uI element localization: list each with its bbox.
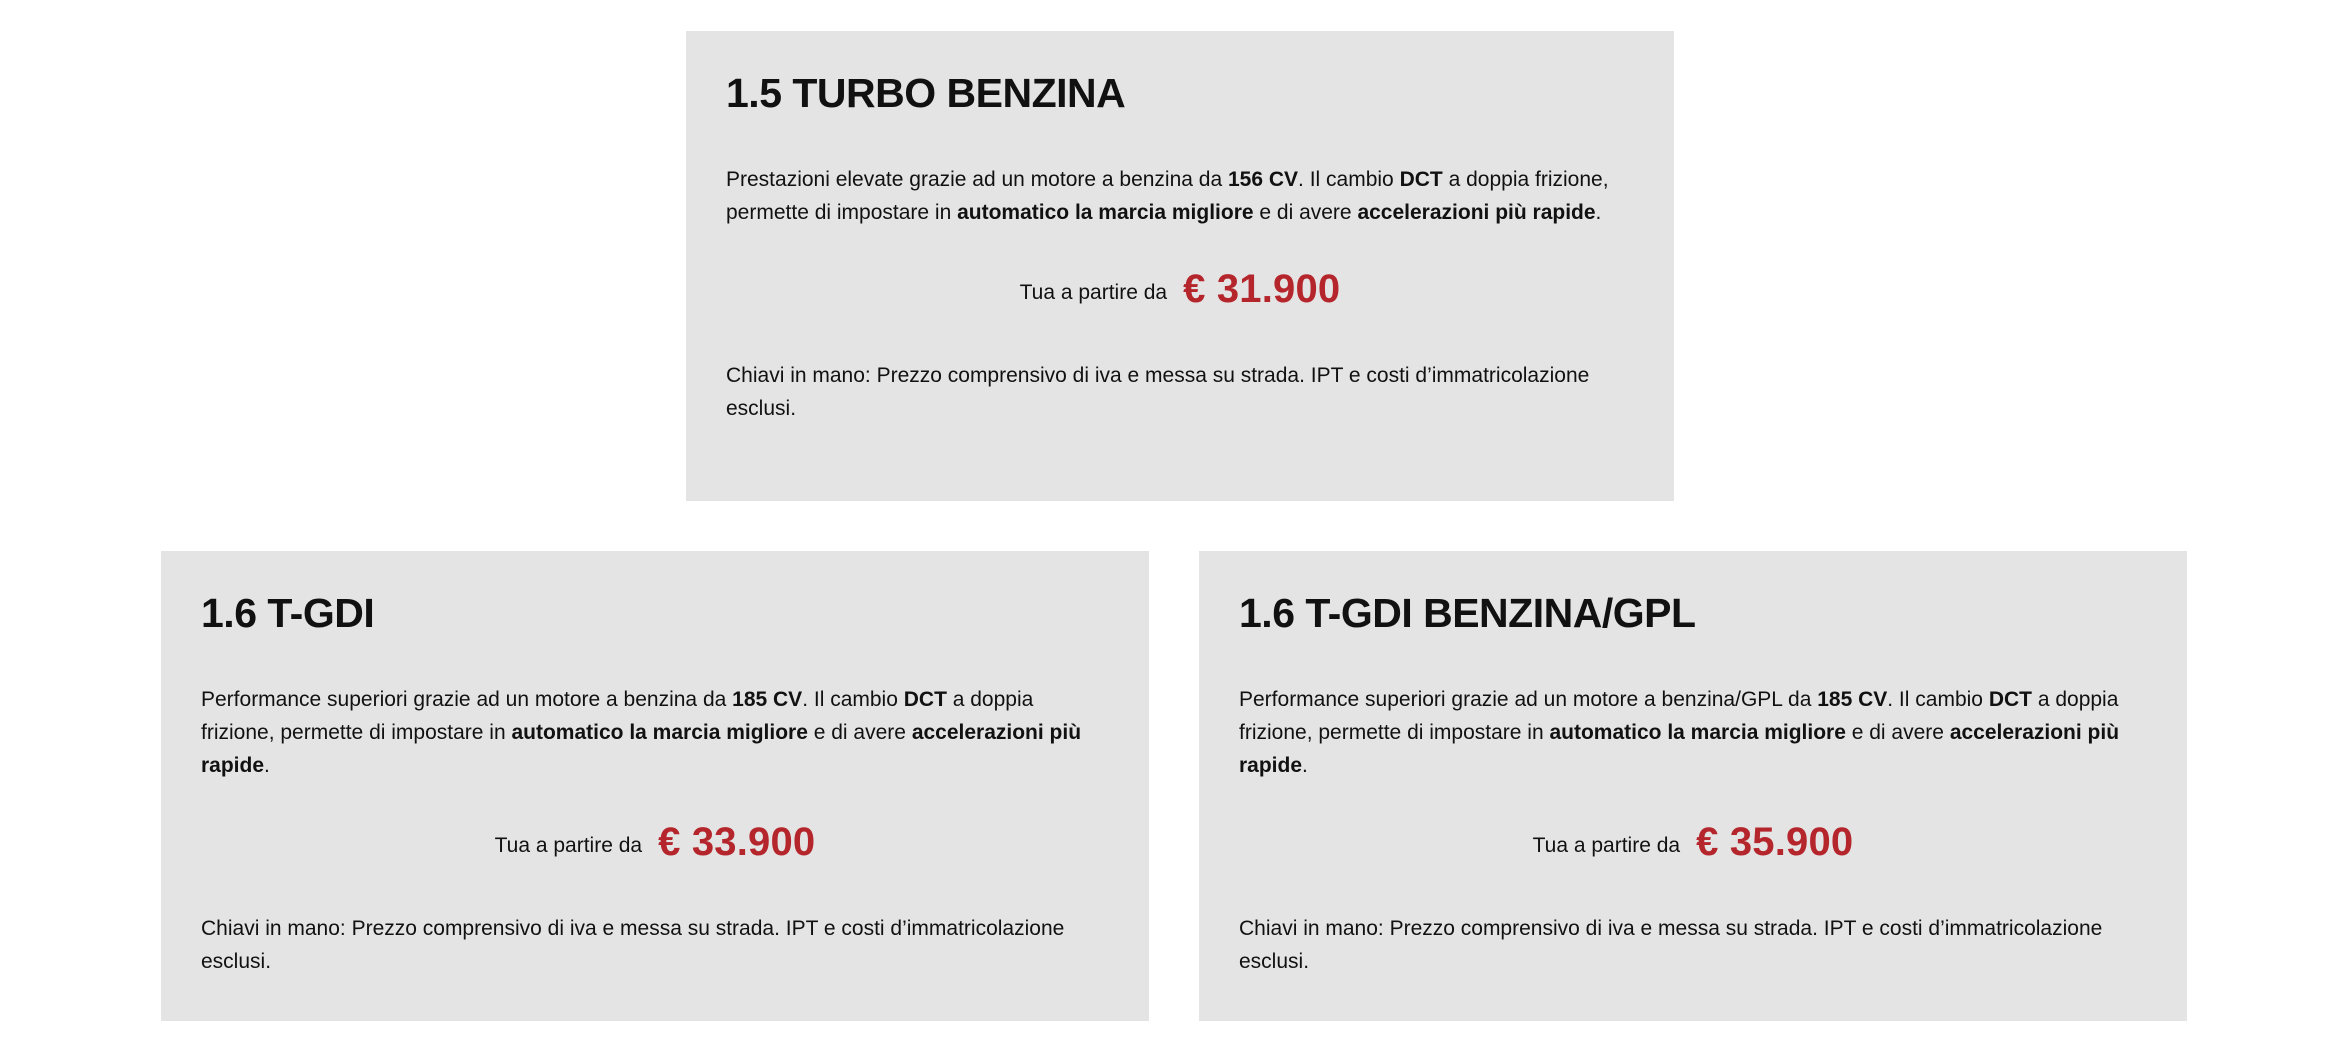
- description-text: Performance superiori grazie ad un motore a benzina da: [201, 688, 733, 711]
- description-text: e di avere: [1253, 201, 1358, 224]
- price-value: € 31.900: [1183, 266, 1341, 311]
- price-row: [726, 259, 1634, 319]
- card-description: [1239, 683, 2147, 782]
- description-text: .: [1302, 754, 1308, 777]
- description-text: a doppia frizione, permette di impostare in: [1239, 688, 2119, 744]
- description-highlight: accelerazioni più rapide: [1357, 201, 1596, 224]
- description-text: . Il cambio: [1887, 688, 1989, 711]
- card-description: [201, 683, 1109, 782]
- price-note: Chiavi in mano: Prezzo comprensivo di iva e messa su strada. IPT e costi d’immatricolazione esclusi.: [201, 917, 1065, 973]
- price-note: Chiavi in mano: Prezzo comprensivo di iva e messa su strada. IPT e costi d’immatricolazione esclusi.: [726, 364, 1590, 420]
- engine-card-1-5-turbo: [686, 31, 1674, 501]
- description-highlight: 185 CV: [1817, 688, 1888, 711]
- description-text: .: [1595, 201, 1602, 224]
- description-highlight: DCT: [1399, 168, 1443, 191]
- price-label: Tua a partire da: [1019, 281, 1168, 304]
- price-label: Tua a partire da: [494, 834, 643, 857]
- description-text: Prestazioni elevate grazie ad un motore a benzina da: [726, 168, 1228, 191]
- price-label: Tua a partire da: [1532, 834, 1681, 857]
- price-row: [201, 812, 1109, 872]
- description-highlight: DCT: [903, 688, 947, 711]
- description-highlight: accelerazioni più rapide: [201, 721, 1082, 777]
- description-highlight: DCT: [1988, 688, 2032, 711]
- description-text: a doppia frizione, permette di impostare in: [201, 688, 1034, 744]
- description-highlight: automatico la marcia migliore: [957, 201, 1254, 224]
- engine-card-1-6-tgdi-gpl: [1199, 551, 2187, 1021]
- card-title: 1.6 T-GDI: [201, 590, 375, 636]
- card-title: 1.5 TURBO BENZINA: [726, 70, 1126, 116]
- price-value: € 35.900: [1696, 819, 1854, 864]
- description-highlight: automatico la marcia migliore: [1549, 721, 1846, 744]
- description-text: .: [264, 754, 270, 777]
- engine-card-1-6-tgdi: [161, 551, 1149, 1021]
- description-text: Performance superiori grazie ad un motore a benzina/GPL da: [1239, 688, 1818, 711]
- description-text: a doppia frizione, permette di impostare in: [726, 168, 1609, 224]
- description-text: e di avere: [1845, 721, 1950, 744]
- card-title: 1.6 T-GDI BENZINA/GPL: [1239, 590, 1696, 636]
- description-text: . Il cambio: [1298, 168, 1400, 191]
- description-highlight: 156 CV: [1227, 168, 1299, 191]
- description-highlight: 185 CV: [732, 688, 803, 711]
- price-value: € 33.900: [658, 819, 816, 864]
- description-text: . Il cambio: [802, 688, 904, 711]
- card-description: [726, 163, 1634, 229]
- description-highlight: accelerazioni più rapide: [1239, 721, 2120, 777]
- description-text: e di avere: [807, 721, 912, 744]
- description-highlight: automatico la marcia migliore: [511, 721, 808, 744]
- price-row: [1239, 812, 2147, 872]
- price-note: Chiavi in mano: Prezzo comprensivo di iva e messa su strada. IPT e costi d’immatricolazione esclusi.: [1239, 917, 2103, 973]
